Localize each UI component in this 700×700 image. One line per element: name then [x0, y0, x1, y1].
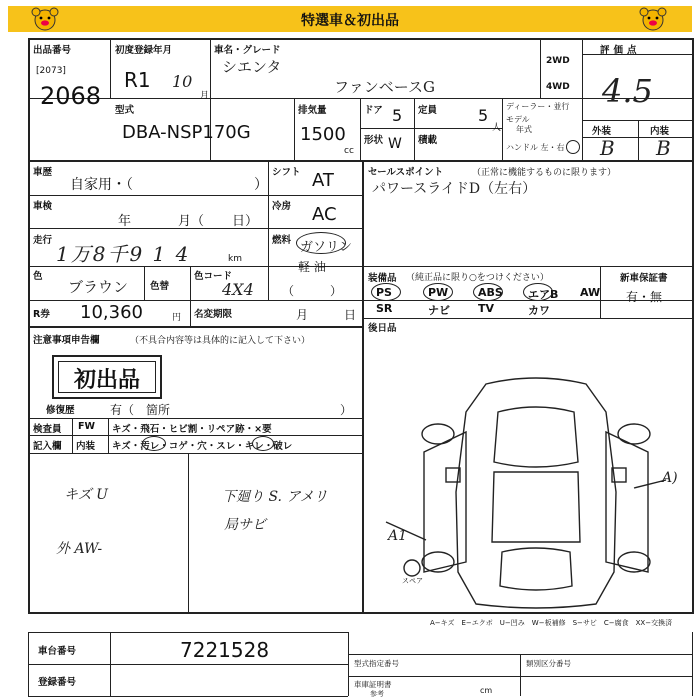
check-fw: FW [78, 421, 95, 432]
repair-close: ） [340, 403, 353, 417]
first-reg-label: 初度登録年月 [115, 45, 173, 56]
history-label: 車歴 [33, 167, 53, 178]
lot-number: 2068 [40, 82, 102, 110]
ac-label: 冷房 [272, 201, 292, 212]
equipment-circle [473, 283, 503, 301]
spare-label: スペア [402, 577, 423, 585]
color-change-label: 色替 [150, 281, 170, 292]
fuel-label: 燃料 [272, 235, 292, 246]
rear-label: 後日品 [368, 323, 397, 334]
recycle-unit: 円 [172, 313, 182, 323]
dealer-l4: ハンドル 左・右 [506, 143, 565, 152]
equipment-circle [423, 283, 453, 301]
drive-2wd: 2WD [546, 56, 570, 66]
equipment-item: エアB [528, 288, 559, 301]
sales-value: パワースライドD（左右） [372, 181, 537, 197]
check-int: 内装 [76, 441, 96, 452]
score-int-label: 内装 [650, 126, 670, 137]
car-grade: ファンベースG [334, 78, 435, 96]
equipment-item: ナビ [428, 304, 450, 317]
note-a1: A1 [388, 528, 408, 544]
dealer-l1: ディーラー・並行 [506, 102, 570, 111]
first-reg-month: 10 [172, 72, 193, 91]
check-ext-items: キズ・飛石・ヒビ割・リペア跡・×要 [112, 424, 272, 435]
equipment-circle [371, 283, 401, 301]
shift-label: シフト [272, 167, 301, 178]
dealer-l2: モデル [506, 115, 530, 124]
equipment-note: （純正品に限り○をつけください） [406, 273, 549, 283]
warranty-value: 有・無 [626, 290, 663, 304]
lot-label: 出品番号 [33, 45, 72, 56]
note-right1: 下廻り S. アメリ [222, 489, 328, 505]
fuel-diesel: 軽 油 [298, 260, 326, 274]
first-reg-era: R1 [124, 68, 151, 92]
history-close: ） [254, 177, 268, 193]
first-reg-month-unit: 月 [200, 91, 210, 101]
note-a-right: A) [662, 470, 678, 486]
lot-sub: [2073] [36, 66, 66, 76]
header-bar [8, 6, 692, 32]
recycle-label: R券 [33, 309, 50, 320]
footer-cm: cm [480, 686, 493, 695]
car-label: 車名・グレード [214, 45, 281, 56]
fuel-paren: （ ） [282, 284, 343, 298]
equipment-item: ABS [478, 286, 503, 299]
recycle-value: 10,360 [80, 302, 143, 323]
capacity-unit: 人 [492, 123, 502, 133]
capacity-value: 5 [478, 106, 489, 125]
capacity-label: 定員 [418, 105, 438, 116]
drive-4wd: 4WD [546, 82, 570, 92]
fuel-gas: ガソリン [300, 240, 353, 255]
equipment-item: SR [376, 302, 393, 315]
model-value: DBA-NSP170G [122, 122, 251, 143]
doors-value: 5 [392, 106, 403, 125]
mileage-value: 1万8千9 1 4 [56, 242, 191, 266]
model-label: 型式 [115, 105, 135, 116]
mileage-label: 走行 [33, 235, 53, 246]
declaration-label: 注意事項申告欄 [33, 335, 100, 346]
footer-ref: 参考 [370, 690, 384, 698]
note-right2: 局サビ [224, 517, 266, 533]
mileage-unit: km [228, 254, 242, 264]
inspection-day: 日） [232, 214, 259, 229]
equipment-item: カワ [528, 304, 550, 317]
bear-logo-icon [636, 7, 670, 31]
load-label: 積載 [418, 135, 438, 146]
footer-class-no: 類別区分番号 [526, 659, 571, 668]
displacement-unit: cc [344, 146, 354, 156]
color-label: 色 [33, 271, 43, 282]
inspection-year: 年 [118, 214, 132, 229]
footer-type-no: 型式指定番号 [354, 659, 399, 668]
stamp-text: 初出品 [73, 367, 140, 393]
stain-circle [142, 436, 166, 451]
damage-legend: A−キズ E−エクボ U−凹み W−板補修 S−サビ C−腐食 XX−交換済 [430, 619, 673, 627]
bear-logo-icon [28, 7, 62, 31]
inspection-label: 車検 [33, 201, 53, 212]
equipment-item: AW [580, 286, 601, 299]
repair-value: 有（ 箇所 [110, 403, 171, 417]
transfer-day: 日 [344, 308, 357, 322]
inspection-month: 月（ [178, 214, 205, 229]
check-label2: 記入欄 [33, 441, 62, 452]
equipment-circle [523, 283, 553, 301]
displacement-value: 1500 [300, 124, 346, 145]
ac-value: AC [312, 204, 337, 225]
warranty-label: 新車保証書 [620, 273, 668, 284]
color-value: ブラウン [68, 278, 129, 296]
color-code-label: 色コード [194, 271, 233, 282]
color-code: 4X4 [222, 280, 254, 299]
sales-label: セールスポイント [368, 167, 444, 178]
dealer-hand-circle [566, 140, 580, 154]
body-label: 形状 [364, 135, 384, 146]
declaration-note: （不具合内容等は具体的に記入して下さい） [130, 336, 311, 346]
displacement-label: 排気量 [298, 105, 327, 116]
check-int-items: キズ・汚レ・コゲ・穴・スレ・キレ・破レ [112, 441, 293, 452]
shift-value: AT [312, 170, 334, 191]
note-left1: キズ U [64, 487, 108, 503]
note-left2: 外 AW- [56, 541, 103, 557]
transfer-month: 月 [296, 308, 309, 322]
header-title: 特選車＆初出品 [301, 13, 399, 29]
history-value: 自家用・（ [70, 177, 133, 193]
car-name: シエンタ [222, 58, 282, 76]
score-value: 4.5 [602, 72, 653, 110]
scuff-circle [252, 436, 274, 451]
footer-garage: 車庫証明書 [354, 680, 392, 689]
dealer-l3: 年式 [516, 125, 532, 134]
equipment-item: TV [478, 302, 495, 315]
chassis-value: 7221528 [180, 638, 270, 662]
fuel-gas-circle [296, 232, 346, 254]
score-ext: B [600, 136, 615, 160]
equipment-label: 装備品 [368, 273, 397, 284]
repair-label: 修復歴 [46, 405, 75, 416]
score-int: B [656, 136, 671, 160]
first-listing-stamp [52, 355, 162, 399]
chassis-label: 車台番号 [38, 646, 77, 657]
check-label1: 検査員 [33, 424, 62, 435]
equipment-item: PS [376, 286, 392, 299]
sales-note: （正常に機能するものに限ります） [472, 168, 617, 178]
transfer-label: 名変期限 [194, 309, 233, 320]
score-ext-label: 外装 [592, 126, 612, 137]
registration-label: 登録番号 [38, 677, 77, 688]
equipment-item: PW [428, 286, 449, 299]
body-value: W [388, 136, 402, 152]
doors-label: ドア [364, 105, 383, 116]
score-label: 評価点 [600, 45, 641, 56]
